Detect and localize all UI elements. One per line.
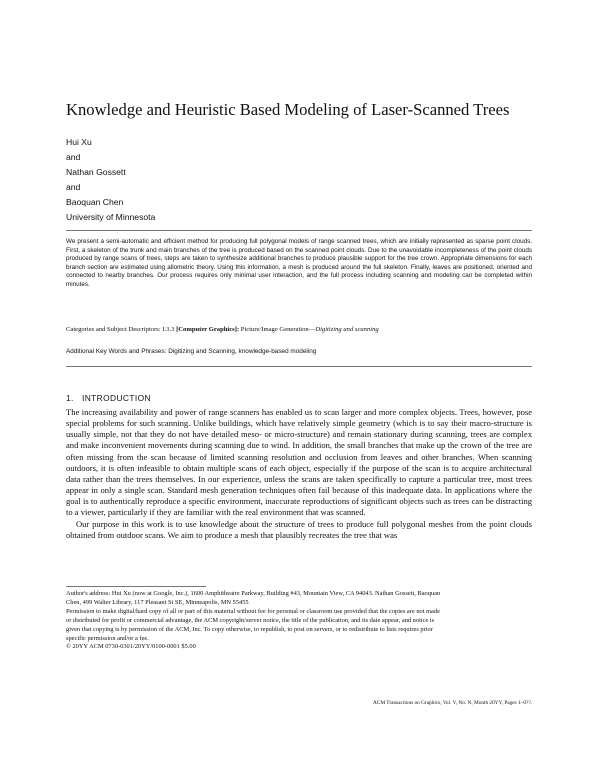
footnote-line: or distributed for profit or commercial advantage, the ACM copyright/server notice, the title of the publication, and its date appear, and notice is — [66, 616, 435, 624]
abstract-top-rule — [66, 230, 532, 231]
journal-info: ACM Transactions on Graphics, Vol. V, No. N, Month 20YY, Pages 1–0??. — [372, 700, 532, 706]
abstract-bottom-rule — [66, 366, 532, 367]
footnote-line: given that copying is by permission of the ACM, Inc. To copy otherwise, to republish, to post on servers, or to redistribute to lists requires prior — [66, 625, 433, 633]
section-number: 1. — [66, 393, 74, 403]
author-name: Nathan Gossett — [66, 167, 126, 178]
keywords: Additional Key Words and Phrases: Digitizing and Scanning, knowledge-based modeling — [66, 348, 317, 355]
author-name: Baoquan Chen — [66, 197, 124, 208]
footnote-rule — [66, 586, 206, 587]
footnote-line: specific permission and/or a fee. — [66, 634, 149, 642]
footnote-line: © 20YY ACM 0730-0301/20YY/0100-0001 $5.00 — [66, 643, 196, 651]
abstract: We present a semi-automatic and efficient method for producing full polygonal models of range scanned trees, which are initially represented as sparse point clouds. First, a skeleton of the trunk and main branches of the tree is produced based on the scanned point clouds. Due to the unavoidable incompleteness of the point clouds produced by range scans of trees, steps are taken to synthesize additional branches to produce plausible support for the tree crown. Appropriate dimensions for each branch section are estimated using allometric theory. Using this information, a mesh is produced around the full skeleton. Finally, leaves are positioned, oriented and connected to nearby branches. Our process requires only minimal user interaction, and the full process including scanning and modeling can be completed within minutes. — [66, 238, 532, 288]
ccs-category: [Computer Graphics]: — [176, 326, 240, 333]
paper-title: Knowledge and Heuristic Based Modeling of Laser-Scanned Trees — [66, 100, 510, 119]
footnote-line: Chen, 499 Walter Library, 117 Pleasant St SE, Minneapolis, MN 55455 — [66, 598, 249, 606]
footnote-line: Author's address: Hui Xu (now at Google, Inc.), 1600 Amphitheatre Parkway, Building #43, Mountain View, CA 94043. Nathan Gossett, Baoquan — [66, 590, 441, 597]
ccs-concepts — [66, 326, 532, 333]
author-name: Hui Xu — [66, 137, 92, 147]
ccs-topic: Digitizing and scanning — [315, 326, 379, 333]
footnote-line: Permission to make digital/hard copy of all or part of this material without fee for personal or classroom use provided that the copies are not made — [66, 607, 440, 615]
paragraph: Our purpose in this work is to use knowledge about the structure of trees to produce full polygonal meshes from the point clouds obtained from outdoor scans. We aim to produce a mesh that plausibly recreates the tree that was — [66, 518, 532, 540]
section-title: INTRODUCTION — [81, 393, 151, 403]
ccs-label: Categories and Subject Descriptors: — [66, 326, 161, 333]
ccs-subcategory: Picture/Image Generation— — [240, 326, 316, 333]
author-block — [66, 135, 155, 226]
author-affiliation: University of Minnesota — [66, 212, 156, 223]
section-heading — [66, 393, 151, 403]
footnote — [66, 590, 532, 652]
ccs-code: I.3.3 — [162, 326, 175, 333]
author-separator: and — [66, 182, 81, 193]
body-text — [66, 407, 532, 541]
author-separator: and — [66, 152, 81, 163]
paragraph: The increasing availability and power of range scanners has enabled us to scan larger and more complex objects. Trees, however, pose special problems for such scanning. Unlike buildings, which have relatively simple geometry (which is to say their macro-structure is usually simple, not that they do not have detailed meso- or micro-structure) and remain stationary during scanning, trees are complex and make inconvenient movements during scanning due to wind. In addition, the small branches that make up the crown of the tree are often missing from the scan because of limited scanning resolution and occlusion from leaves and other branches. When scanning outdoors, it is often infeasible to obtain multiple scans of each object, especially if the purpose of the scan is to acquire architectural data rather than the trees themselves. In our experience, unless the scans are taken specifically to capture a particular tree, most trees appear in only a single scan. Standard mesh generation techniques often fail because of this inadequate data. In applications where the goal is to authentically reproduce a specific environment, inaccurate reproductions of significant objects such as trees can be distracting to a viewer, particularly if they are familiar with the real environment that was scanned. — [66, 407, 532, 518]
